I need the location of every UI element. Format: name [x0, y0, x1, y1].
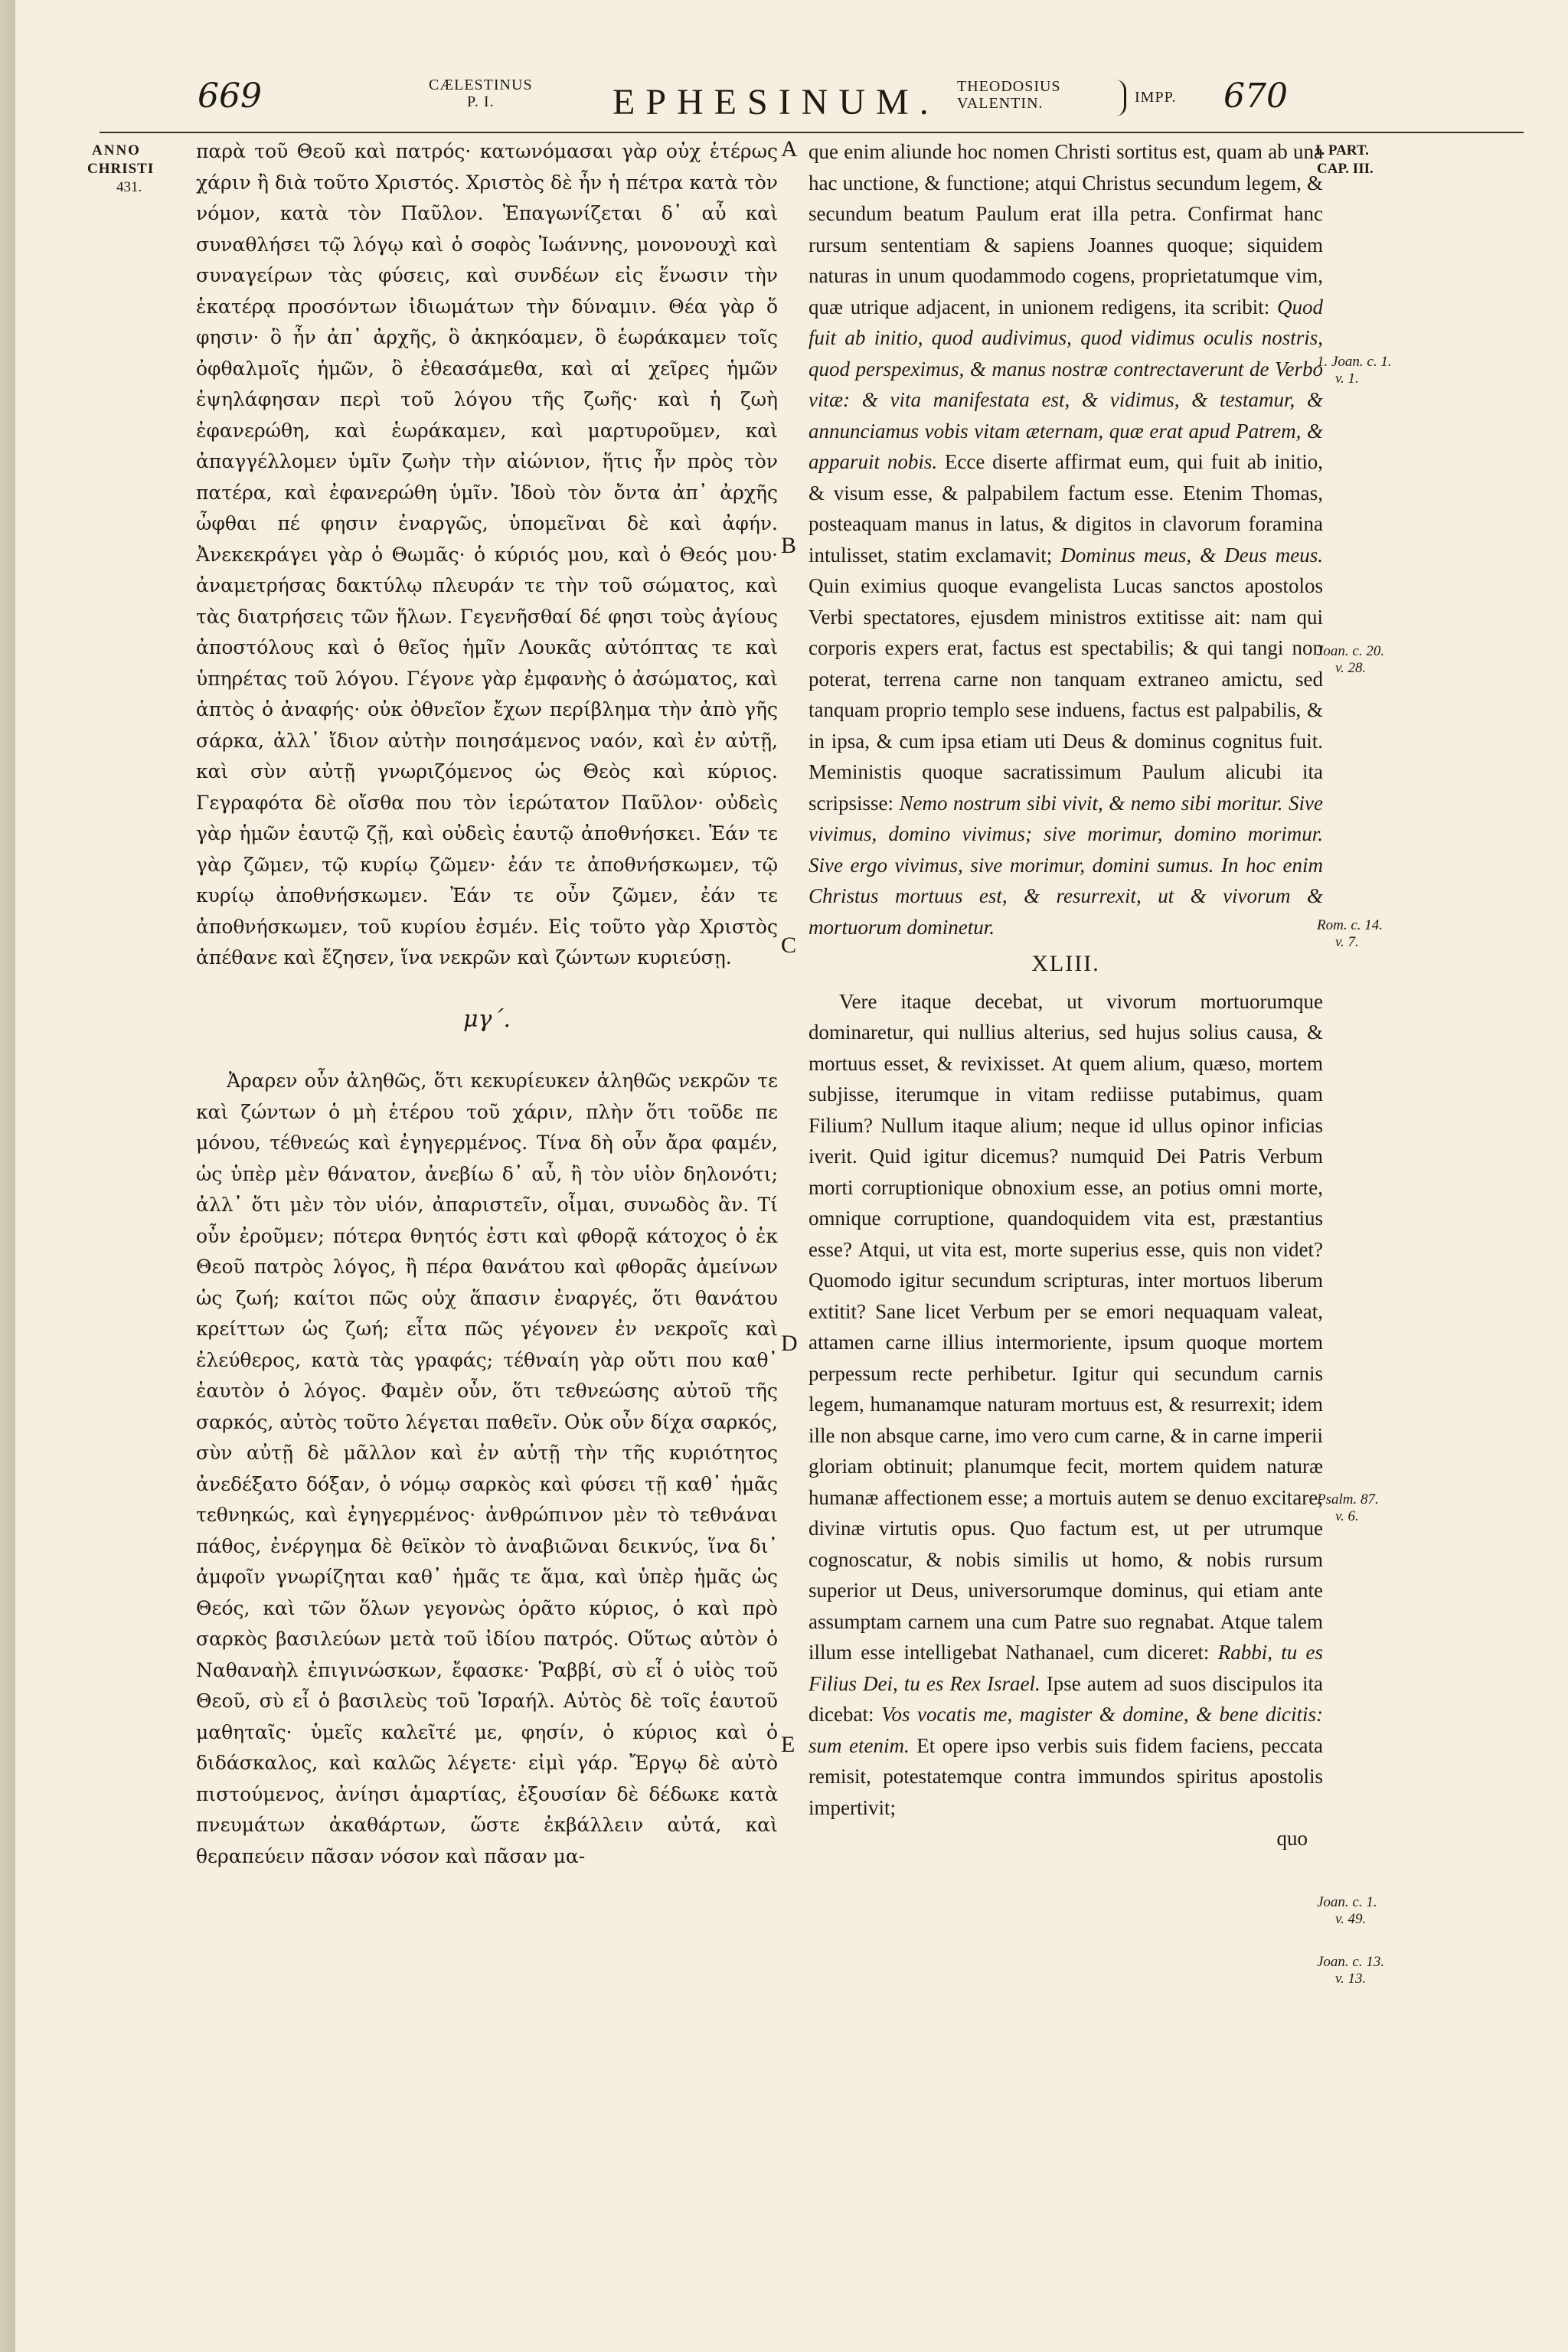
ref-line: v. 49. [1335, 1911, 1367, 1927]
latin-text: Vere itaque decebat, ut vivorum mortuorumque dominaretur, qui nullius alterius, sed hujus solius causa, & mortuus esset, & revixisset. At quem alium, quæso, mortem subjisse, iterumque in vitam rediisse putabimus, quam Filium? Nullum itaque alium; neque id ullus opinor inficias iverit. Quid igitur dicemus? numquid Dei Patris Verbum morti corruptionique obnoxium esse, an potius omni morte, omnique corruptione, quandoquidem vita est, præstantius esse? Atqui, ut vita est, morte superius esse, quis non videt? Quomodo igitur secundum scripturas, inter mortuos liberum extitit? Sane licet Verbum per se emori nequaquam valeat, attamen carne illius intermoriente, ipsum quoque mortem perpessum recte perhibetur. Igitur qui secundum carnis legem, humanamque naturam mortuus est, & resurrexit; idem ille non absque carne, imo vero cum carne, & in carne imperii gloriam obtinuit; planumque fecit, mortem quidem naturæ humanæ affectionem esse; a mortuis autem se denuo excitare, divinæ virtutis opus. Quo factum est, ut per utrumque cognoscatur, & nobis similis ut homo, & nobis rursum superior ut Deus, universorumque dominus, qui etiam ante assumptam carnem una cum Patre suo regnabat. Atque talem illum esse intelligebat Nathanael, cum diceret: [808, 989, 1323, 1664]
latin-paragraph [808, 986, 1323, 1824]
ref-line: v. 13. [1335, 1971, 1367, 1987]
ref-line: Joan. c. 13. [1317, 1954, 1385, 1970]
ref-note [1317, 354, 1392, 387]
emperor-name-2: VALENTIN. [957, 95, 1044, 112]
margin-part: I. PART. [1315, 142, 1369, 158]
ref-line: Rom. c. 14. [1317, 917, 1383, 933]
page-number-left: 669 [198, 77, 262, 116]
margin-cap: CAP. III. [1317, 161, 1374, 177]
section-letter: E [781, 1732, 795, 1757]
ref-note [1317, 1894, 1377, 1928]
latin-text: Ecce diserte affirmat eum, qui fuit ab initio, & visum esse, & palpabilem factum esse. Etenim Thomas, posteaquam manus in latus, & digitos in clavorum foramina intulisset, statim exclamavit; [808, 450, 1324, 567]
greek-paragraph: Ἀραρεν οὖν ἀληθῶς, ὅτι κεκυρίευκεν ἀληθῶς νεκρῶν τε καὶ ζώντων ὁ μὴ ἑτέρου τοῦ χάριν, πλὴν ὅτι τοῦδε πε μόνου, τέθνεώς καὶ ἐγηγερμένος. Τίνα δὴ οὖν ἄρα φαμέν, ὡς ὑπὲρ μὲν θάνατον, ἀνεβίω δ᾽ αὖ, ἢ τὸν υἱὸν δηλονότι; ἀλλ᾽ ὅτι μὲν τὸν υἱόν, ἀπαριστεῖν, οἶμαι, συνωδὸς ἂν. Τί οὖν ἐροῦμεν; πότερα θνητός ἐστι καὶ φθορᾷ κάτοχος ὁ ἐκ Θεοῦ πατρὸς λόγος, ἢ πέρα θανάτου καὶ φθορᾶς ἀμείνων ὡς ζωή; καίτοι πῶς οὐχ ἅπασιν ἐναργές, ὅτι θανάτου κρείττων ὡς ζωή; εἶτα πῶς γέγονεν ἐν νεκροῖς καὶ ἐλεύθερος, κατὰ τὰς γραφάς; τέθναίη γὰρ οὔτι που καθ᾽ ἑαυτὸν ὁ λόγος. Φαμὲν οὖν, ὅτι τεθνεώσης αὐτοῦ τῆς σαρκός, αὐτὸς τοῦτο λέγεται παθεῖν. Οὐκ οὖν δίχα σαρκός, σὺν αὐτῇ δὲ μᾶλλον καὶ ἐν αὐτῇ τὴν τῆς κυριότητος ἀνεδέξατο δόξαν, ὁ νόμῳ σαρκὸς καὶ φύσει τῇ καθ᾽ ἡμᾶς τεθνηκώς, καὶ ἐγηγερμένος· ἀνθρώπινον μὲν τὸ τεθνάναι πάθος, ἐνέργημα δὲ θεϊκὸν τὸ ἀναβιῶναι δεικνύς, ἵνα δι᾽ ἀμφοῖν γνωρίζηται καθ᾽ ἡμᾶς τε ἅμα, καὶ ὑπὲρ ἡμᾶς ὡς Θεός, καὶ τῶν ὅλων γεγονὼς ὁρᾶτο κύριος, ὁ καὶ πρὸ σαρκὸς βασιλεύων μετὰ τοῦ ἰδίου πατρός. Οὕτως αὐτὸν ὁ Ναθαναὴλ ἐπιγινώσκων, ἔφασκε· Ῥαββί, σὺ εἶ ὁ υἱὸς τοῦ Θεοῦ, σὺ εἶ ὁ βασιλεὺς τοῦ Ἰσραήλ. Αὐτὸς δὲ τοῖς ἑαυτοῦ μαθηταῖς· ὑμεῖς καλεῖτέ με, φησίν, ὁ κύριος καὶ ὁ διδάσκαλος, καὶ καλῶς λέγετε· εἰμὶ γάρ. Ἔργῳ δὲ αὐτὸ πιστούμενος, ἀνίησι ἁμαρτίας, ἐξουσίαν δὲ δέδωκε κατὰ πνευμάτων ἀκαθάρτων, ὥστε ἐκβάλλειν αὐτά, καὶ θεραπεύειν πᾶσαν νόσον καὶ πᾶσαν μα- [196, 1070, 778, 1867]
catchword: quo [1276, 1827, 1308, 1850]
latin-quote: Vos vocatis me, magister & domine, & bene dicitis: sum etenim. [808, 1703, 1323, 1757]
running-head-right [957, 78, 1061, 112]
ref-line: Joan. c. 20. [1317, 643, 1385, 659]
ref-note [1317, 1954, 1384, 1988]
latin-text: Quin eximius quoque evangelista Lucas sanctos apostolos Verbi spectatores, ejusdem ministros extitisse ait: nam qui corporis expers erat, factus est spectabilis; & qui tangi non poterat, terrena carne non tanquam extraneo amictu, sed tanquam proprio templo sese induens, factus est palpabilis, & in ipsa, & cum ipsa etiam uti Deus & dominus cognitus fuit. Meministis quoque sacratissimum Paulum alicubi ita scripsisse: [808, 574, 1323, 815]
running-head-left [429, 77, 533, 110]
section-letter: A [781, 136, 798, 162]
section-letter: C [781, 933, 797, 958]
page-title: EPHESINUM. [612, 82, 939, 122]
ref-line: v. 28. [1335, 660, 1367, 676]
latin-quote: Nemo nostrum sibi vivit, & nemo sibi moritur. Sive vivimus, domino vivimus; sive morimur, domino morimur. Sive ergo vivimus, sive morimur, domini sumus. In hoc enim Christus mortuus est, & resurrexit, ut & vivorum & mortuorum dominetur. [808, 791, 1324, 939]
ref-line: v. 6. [1335, 1508, 1359, 1524]
latin-text: que enim aliunde hoc nomen Christi sortitus est, quam ab una hac unctione, & functione; atqui Christus secundum legem, & secundum beatum Paulum erat illa petra. Confirmat hanc rursum sententiam & sapiens Joannes quoque; siquidem naturas in unum quodammodo cogens, proprietatumque vim, quæ utrique adjacent, in unionem redigens, ita scribit: [808, 140, 1323, 318]
pope-name: CÆLESTINUS [429, 77, 533, 93]
margin-anno: ANNO [92, 142, 141, 158]
emperor-name: THEODOSIUS [957, 78, 1061, 95]
ref-line: 1. Joan. c. 1. [1317, 354, 1392, 370]
binding-gutter [0, 0, 16, 2352]
latin-quote: Dominus meus, & Deus meus. [1060, 543, 1323, 567]
greek-column [196, 136, 778, 1872]
book-page [15, 0, 1568, 2352]
margin-year: 431. [116, 179, 142, 195]
ref-line: Joan. c. 1. [1317, 1894, 1377, 1910]
page-number-right: 670 [1223, 77, 1288, 116]
ref-note [1317, 643, 1384, 677]
greek-paragraph: παρὰ τοῦ Θεοῦ καὶ πατρός· κατωνόμασαι γὰρ οὐχ ἑτέρως χάριν ἢ διὰ τοῦτο Χριστός. Χριστὸς δὲ ἦν ἡ πέτρα κατὰ τὸν νόμον, κατὰ τὸν Παῦλον. Ἐπαγωνίζεται δ᾽ αὖ καὶ συναθλήσει τῷ λόγῳ καὶ ὁ σοφὸς Ἰωάννης, μονονουχὶ καὶ συναγείρων τὰς φύσεις, καὶ συνδέων εἰς ἕνωσιν τὴν ἑκατέρᾳ προσόντων ἰδιωμάτων τὴν δύναμιν. Θέα γὰρ ὅ φησιν· ὃ ἦν ἀπ᾽ ἀρχῆς, ὃ ἀκηκόαμεν, ὃ ἑωράκαμεν τοῖς ὀφθαλμοῖς ἡμῶν, ὃ ἐθεασάμεθα, καὶ αἱ χεῖρες ἡμῶν ἐψηλάφησαν περὶ τοῦ λόγου τῆς ζωῆς· καὶ ἡ ζωὴ ἐφανερώθη, καὶ ἑωράκαμεν, καὶ μαρτυροῦμεν, καὶ ἀπαγγέλλομεν ὑμῖν ζωὴν τὴν αἰώνιον, ἥτις ἦν πρὸς τὸν πατέρα, καὶ ἐφανερώθη ὑμῖν. Ἰδοὺ τὸν ὄντα ἀπ᾽ ἀρχῆς ὦφθαι πέ φησιν ἐναργῶς, ὑπομεῖναι δὲ καὶ ἀφήν. Ἀνεκεκράγει γὰρ ὁ Θωμᾶς· ὁ κύριός μου, καὶ ὁ Θεός μου· ἀναμετρήσας δακτύλῳ πλευράν τε τὴν τοῦ σώματος, καὶ τὰς διατρήσεις τῶν ἥλων. Γεγενῆσθαί δέ φησι τοὺς ἁγίους ἀποστόλους καὶ ὁ θεῖος ἡμῖν Λουκᾶς αὐτόπτας τε καὶ ὑπηρέτας τοῦ λόγου. Γέγονε γὰρ ἐμφανὴς ὁ ἀσώματος, καὶ ἁπτὸς ὁ ἀναφής· οὐκ ὀθνεῖον ἔχων περίβλημα τὴν ἀπὸ γῆς σάρκα, ἀλλ᾽ ἴδιον αὐτὴν ποιησάμενος ναόν, καὶ ἐν αὐτῇ, καὶ σὺν αὐτῇ γνωριζόμενος ὡς Θεὸς καὶ κύριος. Γεγραφότα δὲ οἴσθα που τὸν ἱερώτατον Παῦλον· οὐδεὶς γὰρ ἡμῶν ἑαυτῷ ζῇ, καὶ οὐδεὶς ἑαυτῷ ἀποθνήσκει. Ἐάν τε γὰρ ζῶμεν, τῷ κυρίῳ ζῶμεν· ἐάν τε ἀποθνήσκωμεν, τῷ κυρίῳ ἀποθνήσκωμεν. Ἐάν τε οὖν ζῶμεν, ἐάν τε ἀποθνήσκωμεν, τοῦ κυρίου ἐσμέν. Εἰς τοῦτο γὰρ Χριστὸς ἀπέθανε καὶ ἔζησεν, ἵνα νεκρῶν καὶ ζώντων κυριεύσῃ. [196, 140, 778, 969]
header-rule [100, 132, 1524, 133]
latin-column [808, 136, 1323, 1854]
latin-quote: Quod fuit ab initio, quod audivimus, quod vidimus oculis nostris, quod perspeximus, & manus nostræ contrectaverunt de Verbo vitæ: & vita manifestata est, & vidimus, & testamur, & annunciamus vobis vitam æternam, quæ erat apud Patrem, & apparuit nobis. [808, 295, 1324, 473]
ref-note [1317, 1491, 1379, 1525]
ref-line: v. 7. [1335, 934, 1359, 950]
ref-line: Psalm. 87. [1317, 1491, 1379, 1508]
latin-text: Et opere ipso verbis suis fidem faciens, peccata remisit, potestatemque contra immundos spiritus apostolis impertivit; [808, 1733, 1324, 1819]
section-letter: B [781, 533, 797, 558]
section-letter: D [781, 1331, 798, 1356]
latin-quote: Rabbi, tu es Filius Dei, tu es Rex Israel. [808, 1641, 1323, 1695]
latin-paragraph [808, 136, 1323, 942]
ref-note [1317, 917, 1383, 951]
ref-line: v. 1. [1335, 371, 1359, 387]
greek-section-number: μγ´. [463, 1005, 511, 1033]
latin-section-number: XLIII. [1031, 951, 1100, 976]
margin-christi: CHRISTI [87, 161, 155, 177]
pope-number: P. I. [467, 93, 495, 110]
latin-text: Ipse autem ad suos discipulos ita dicebat: [808, 1671, 1323, 1726]
header-brace [1113, 80, 1126, 116]
impp-label: IMPP. [1135, 89, 1177, 106]
